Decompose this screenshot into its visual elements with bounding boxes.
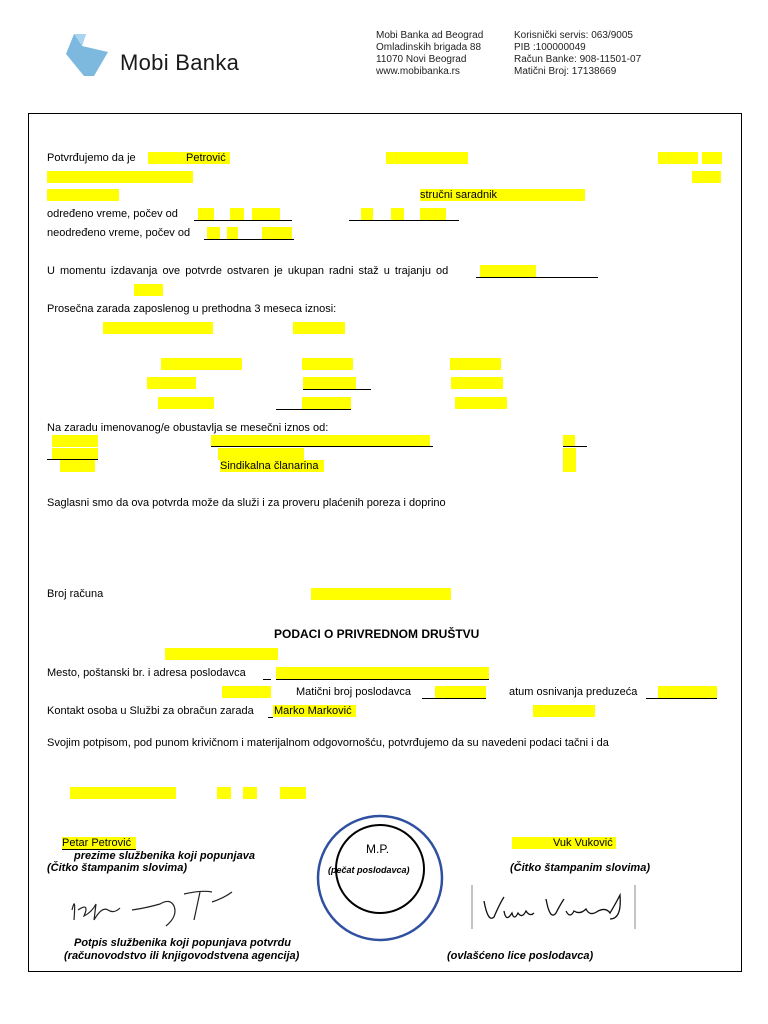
- bank-info-4: Matični Broj: 17138669: [514, 66, 617, 77]
- salary-row1-b[interactable]: [302, 358, 353, 370]
- contact-label: Kontakt osoba u Službi za obračun zarada: [47, 705, 254, 717]
- employer-field[interactable]: [47, 189, 119, 201]
- stamp-seal-icon: [315, 813, 445, 943]
- stamp-circle: [315, 813, 445, 943]
- account-field[interactable]: [311, 588, 451, 600]
- salary-row3-c[interactable]: [455, 397, 507, 409]
- city-field[interactable]: [692, 171, 721, 183]
- indefinite-term-label: neodređeno vreme, počev od: [47, 227, 191, 239]
- left-signatory-name: Petar Petrović: [62, 837, 132, 849]
- confirm-label: Potvrđujemo da je: [47, 152, 136, 164]
- contact-phone-field[interactable]: [533, 705, 595, 717]
- deduction-3-a[interactable]: [60, 460, 95, 472]
- bank-address-2: Omladinskih brigada 88: [376, 42, 482, 53]
- right-signatory-name: Vuk Vuković: [553, 837, 613, 849]
- salary-row1-a[interactable]: [161, 358, 242, 370]
- seniority-field[interactable]: [480, 265, 536, 277]
- founding-label: atum osnivanja preduzeća: [509, 686, 638, 698]
- left-caption-4: (računovodstvo ili knjigovodstvena agencija): [64, 950, 300, 962]
- stamp-title: M.P.: [366, 842, 390, 856]
- avg-salary-field-2[interactable]: [293, 322, 345, 334]
- bank-info-2: PIB :100000049: [514, 42, 586, 53]
- bank-name: Mobi Banka: [120, 50, 240, 75]
- bank-logo: [62, 30, 114, 80]
- right-caption-1: (Čitko štampanim slovima): [510, 862, 650, 874]
- declaration-text: Svojim potpisom, pod punom krivičnom i materijalnom odgovornošću, potvrđujemo da su navedeni podaci tačni i da: [47, 737, 609, 749]
- employer-address-underline-b: [276, 679, 489, 680]
- pib-field[interactable]: [222, 686, 271, 698]
- right-signature: [470, 883, 640, 933]
- deduction-2-c[interactable]: [563, 448, 576, 460]
- salary-row2-b[interactable]: [303, 377, 356, 389]
- fixed-month[interactable]: [230, 208, 244, 220]
- contact-name: Marko Marković: [274, 705, 352, 717]
- company-heading: PODACI O PRIVREDNOM DRUŠTVU: [274, 627, 480, 641]
- bank-address-3: 11070 Novi Beograd: [376, 54, 467, 65]
- seniority-label: U momentu izdavanja ove potvrde ostvaren je ukupan radni staž u trajanju od: [47, 265, 449, 277]
- agreement-text: Saglasni smo da ova potvrda može da služi i za proveru plaćenih poreza i doprino: [47, 497, 446, 509]
- indef-year[interactable]: [262, 227, 292, 239]
- fixed-day[interactable]: [198, 208, 214, 220]
- jmbg-field-b[interactable]: [702, 152, 722, 164]
- salary-row2-c[interactable]: [451, 377, 503, 389]
- left-caption-2: (Čitko štampanim slovima): [47, 862, 187, 874]
- name-field[interactable]: [386, 152, 468, 164]
- fixed-end-year[interactable]: [420, 208, 446, 220]
- indef-underline: [204, 239, 294, 240]
- fixed-end-month[interactable]: [391, 208, 404, 220]
- avg-salary-label: Prosečna zarada zaposlenog u prethodna 3 meseca iznosi:: [47, 303, 337, 315]
- logo-mark-icon: [62, 30, 114, 80]
- deductions-label: Na zaradu imenovanog/e obustavlja se mesečni iznos od:: [47, 422, 329, 434]
- fixed-term-label: određeno vreme, počev od: [47, 208, 178, 220]
- place-field[interactable]: [70, 787, 176, 799]
- indef-month[interactable]: [227, 227, 238, 239]
- reg-no-underline: [422, 698, 486, 699]
- account-label: Broj računa: [47, 588, 104, 600]
- address-field[interactable]: [47, 171, 193, 183]
- fixed-end-day[interactable]: [361, 208, 373, 220]
- bank-website[interactable]: www.mobibanka.rs: [376, 66, 460, 77]
- employee-surname: Petrović: [186, 152, 226, 164]
- salary-row3-a[interactable]: [158, 397, 214, 409]
- deduction-3-c[interactable]: [563, 460, 576, 472]
- handwritten-signature-icon: [470, 883, 640, 933]
- bank-info-3: Račun Banke: 908-11501-07: [514, 54, 642, 65]
- salary-row2-underline: [303, 389, 371, 390]
- seniority-underline: [476, 277, 598, 278]
- union-fee-label: Sindikalna članarina: [220, 460, 319, 472]
- left-caption-1: prezime službenika koji popunjava: [74, 850, 255, 862]
- founding-underline: [646, 698, 717, 699]
- bank-info-1: Korisnički servis: 063/9005: [514, 30, 633, 41]
- handwritten-signature-icon: [62, 880, 242, 930]
- salary-row1-c[interactable]: [450, 358, 501, 370]
- employer-address-label: Mesto, poštanski br. i adresa poslodavca: [47, 667, 246, 679]
- fixed-underline: [194, 220, 292, 221]
- fixed-year[interactable]: [252, 208, 280, 220]
- contact-underline: [268, 717, 273, 718]
- deduction-1c-underline: [563, 446, 587, 447]
- left-caption-3: Potpis službenika koji popunjava potvrdu: [74, 937, 291, 949]
- left-signature: [62, 880, 242, 930]
- salary-row2-a[interactable]: [147, 377, 196, 389]
- position-value: stručni saradnik: [420, 189, 498, 201]
- deduction-2-b[interactable]: [218, 448, 304, 460]
- date-month[interactable]: [243, 787, 257, 799]
- seniority-months[interactable]: [134, 284, 163, 296]
- founding-field[interactable]: [658, 686, 717, 698]
- date-year[interactable]: [280, 787, 306, 799]
- salary-row3-underline: [276, 409, 351, 410]
- jmbg-field-a[interactable]: [658, 152, 698, 164]
- stamp-caption: (pečat poslodavca): [328, 865, 410, 875]
- right-caption-2: (ovlašćeno lice poslodavca): [447, 950, 594, 962]
- indef-day[interactable]: [207, 227, 220, 239]
- employer-address-underline-a: [263, 679, 271, 680]
- deduction-1-underline: [211, 446, 433, 447]
- reg-no-label: Matični broj poslodavca: [296, 686, 411, 698]
- fixed-end-underline: [349, 220, 459, 221]
- deduction-1-a[interactable]: [52, 435, 98, 447]
- employer-address-field[interactable]: [276, 667, 489, 679]
- salary-row3-b[interactable]: [302, 397, 351, 409]
- date-day[interactable]: [217, 787, 231, 799]
- company-name-field[interactable]: [165, 648, 278, 660]
- reg-no-field[interactable]: [435, 686, 486, 698]
- avg-salary-field-1[interactable]: [103, 322, 213, 334]
- bank-address-1: Mobi Banka ad Beograd: [376, 30, 484, 41]
